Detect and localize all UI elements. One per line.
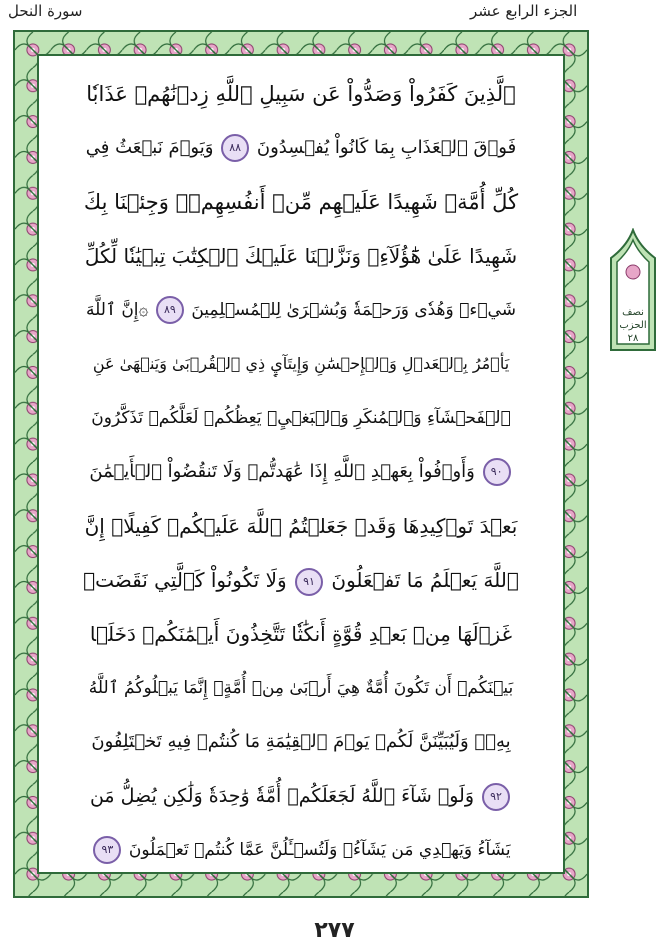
hizb-marker-label <box>605 306 661 345</box>
verse-text: يَشَآءُ وَيَهۡدِي مَن يَشَآءُۚ وَلَتُسۡـَٔلُنَّ عَمَّا كُنتُمۡ تَعۡمَلُونَ <box>128 840 511 860</box>
text-line <box>81 452 521 492</box>
text-line <box>81 560 521 600</box>
hizb-marker-line2: الحزب <box>619 320 647 331</box>
verse-text: شَهِيدًا عَلَىٰ هَٰٓؤُلَآءِۚ وَنَزَّلۡنَا عَلَيۡكَ ٱلۡكِتَٰبَ تِبۡيَٰنٗا لِّكُلِّ <box>84 244 518 268</box>
hizb-marker-number: ٢٨ <box>627 333 639 344</box>
text-line <box>81 236 521 276</box>
verse-text: شَيۡءٖ وَهُدٗى وَرَحۡمَةٗ وَبُشۡرَىٰ لِلۡمُسۡلِمِينَ <box>191 300 516 320</box>
ayah-number-marker: ٨٨ <box>221 134 249 162</box>
ayah-number-marker: ٨٩ <box>156 296 184 324</box>
verse-text: وَلَا تَكُونُواْ كَٱلَّتِي نَقَضَتۡ <box>83 568 287 592</box>
page-frame <box>13 30 589 898</box>
verse-text: كُلِّ أُمَّةٖ شَهِيدًا عَلَيۡهِم مِّنۡ أَنفُسِهِمۡۖ وَجِئۡنَا بِكَ <box>83 190 519 214</box>
text-line <box>81 722 521 762</box>
text-line <box>81 398 521 438</box>
hizb-marker-line1: نصف <box>622 307 644 318</box>
verse-text: وَلَوۡ شَآءَ ٱللَّهُ لَجَعَلَكُمۡ أُمَّةٗ وَٰحِدَةٗ وَلَٰكِن يُضِلُّ مَن <box>89 785 475 807</box>
verse-text: بَيۡنَكُمۡ أَن تَكُونَ أُمَّةٌ هِيَ أَرۡبَىٰ مِنۡ أُمَّةٍۚ إِنَّمَا يَبۡلُوكُمُ ٱللَّهُ <box>88 678 514 698</box>
text-line <box>81 344 521 384</box>
text-line <box>81 776 521 816</box>
verse-text: غَزۡلَهَا مِنۢ بَعۡدِ قُوَّةٍ أَنكَٰثٗا تَتَّخِذُونَ أَيۡمَٰنَكُمۡ دَخَلَۢا <box>89 622 513 646</box>
verse-text: فَوۡقَ ٱلۡعَذَابِ بِمَا كَانُواْ يُفۡسِدُونَ <box>256 137 517 158</box>
verse-text: وَيَوۡمَ نَبۡعَثُ فِي <box>85 137 214 158</box>
ayah-number-marker: ٩٢ <box>482 783 510 811</box>
verse-text: يَأۡمُرُ بِٱلۡعَدۡلِ وَٱلۡإِحۡسَٰنِ وَإِيتَآيِٕ ذِي ٱلۡقُرۡبَىٰ وَيَنۡهَىٰ عَنِ <box>92 354 510 373</box>
verse-text: وَأَوۡفُواْ بِعَهۡدِ ٱللَّهِ إِذَا عَٰهَدتُّمۡ وَلَا تَنقُضُواْ ٱلۡأَيۡمَٰنَ <box>89 461 475 482</box>
surah-header: سورة النحل <box>8 2 83 20</box>
juz-header: الجزء الرابع عشر <box>470 2 578 20</box>
page-number: ٢٧٧ <box>314 918 355 943</box>
ayah-number-marker: ٩٣ <box>93 836 121 864</box>
verse-text: ٱلۡفَحۡشَآءِ وَٱلۡمُنكَرِ وَٱلۡبَغۡيِۚ يَعِظُكُمۡ لَعَلَّكُمۡ تَذَكَّرُونَ <box>91 408 511 428</box>
verse-text: ٱلَّذِينَ كَفَرُواْ وَصَدُّواْ عَن سَبِيلِ ٱللَّهِ زِدۡنَٰهُمۡ عَذَابٗا <box>86 82 516 106</box>
text-line <box>81 830 521 870</box>
text-line <box>81 128 521 168</box>
text-area <box>37 54 565 874</box>
text-line <box>81 290 521 330</box>
verse-text: ۞إِنَّ ٱللَّهَ <box>86 300 149 320</box>
text-line <box>81 614 521 654</box>
text-line <box>81 74 521 114</box>
ayah-number-marker: ٩٠ <box>483 458 511 486</box>
quran-text <box>39 56 563 872</box>
verse-text: بِهِۦۚ وَلَيُبَيِّنَنَّ لَكُمۡ يَوۡمَ ٱلۡقِيَٰمَةِ مَا كُنتُمۡ فِيهِ تَخۡتَلِفُونَ <box>91 731 511 752</box>
verse-text: بَعۡدَ تَوۡكِيدِهَا وَقَدۡ جَعَلۡتُمُ ٱللَّهَ عَلَيۡكُمۡ كَفِيلًاۚ إِنَّ <box>84 514 518 538</box>
verse-text: ٱللَّهَ يَعۡلَمُ مَا تَفۡعَلُونَ <box>331 568 519 592</box>
text-line <box>81 506 521 546</box>
ayah-number-marker: ٩١ <box>295 568 323 596</box>
text-line <box>81 182 521 222</box>
text-line <box>81 668 521 708</box>
